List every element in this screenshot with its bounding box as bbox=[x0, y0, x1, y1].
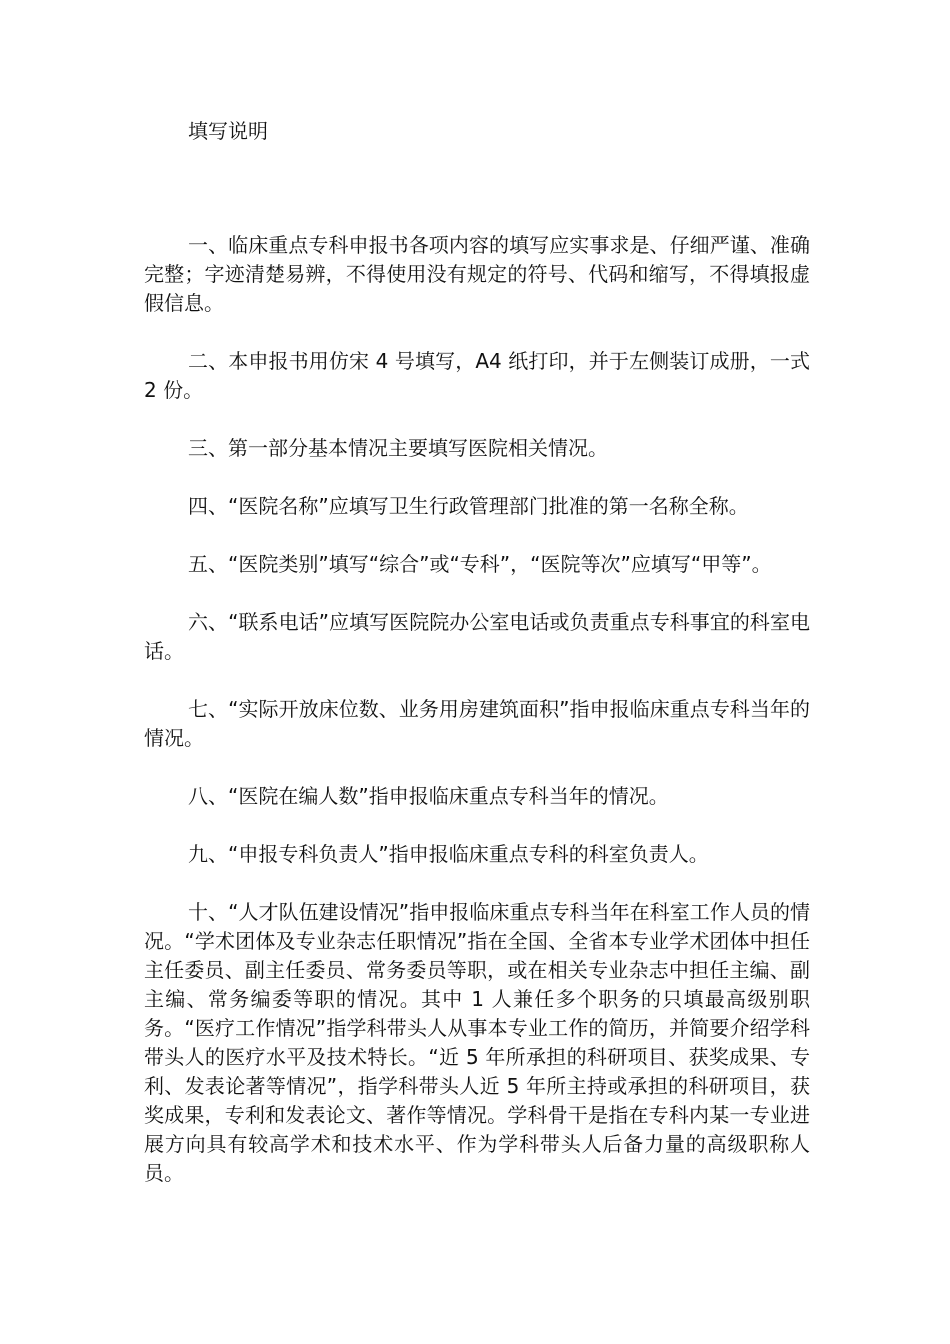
instruction-paragraph-10: 十、“人才队伍建设情况”指申报临床重点专科当年在科室工作人员的情况。“学术团体及专业杂志任职情况”指在全国、全省本专业学术团体中担任主任委员、副主任委员、常务委员等职，或在相关专业杂志中担任主编、副主编、常务编委等职的情况。其中 1 人兼任多个职务的只填最高级别职务。“医疗工作情况”指学科带头人从事本专业工作的简历，并简要介绍学科带头人的医疗水平及技术特长。“近 5 年所承担的科研项目、获奖成果、专利、发表论著等情况”，指学科带头人近 5 年所主持或承担的科研项目，获奖成果，专利和发表论文、著作等情况。学科骨干是指在专科内某一专业进展方向具有较高学术和技术水平、作为学科带头人后备力量的高级职称人员。 bbox=[144, 900, 810, 1185]
instruction-paragraph-6: 六、“联系电话”应填写医院院办公室电话或负责重点专科事宜的科室电话。 bbox=[144, 610, 810, 663]
instructions-body bbox=[144, 231, 810, 1217]
instruction-paragraph-1: 一、临床重点专科申报书各项内容的填写应实事求是、仔细严谨、准确完整；字迹清楚易辨，不得使用没有规定的符号、代码和缩写，不得填报虚假信息。 bbox=[144, 233, 810, 315]
instruction-paragraph-9: 九、“申报专科负责人”指申报临床重点专科的科室负责人。 bbox=[188, 842, 709, 866]
instruction-paragraph-8: 八、“医院在编人数”指申报临床重点专科当年的情况。 bbox=[188, 784, 669, 808]
instruction-paragraph-4: 四、“医院名称”应填写卫生行政管理部门批准的第一名称全称。 bbox=[188, 494, 749, 518]
instruction-paragraph-3: 三、第一部分基本情况主要填写医院相关情况。 bbox=[188, 436, 608, 460]
instruction-paragraph-7: 七、“实际开放床位数、业务用房建筑面积”指申报临床重点专科当年的情况。 bbox=[144, 697, 810, 750]
page-title: 填写说明 bbox=[188, 119, 268, 143]
instruction-paragraph-5: 五、“医院类别”填写“综合”或“专科”，“医院等次”应填写“甲等”。 bbox=[188, 552, 772, 576]
instruction-paragraph-2: 二、本申报书用仿宋 4 号填写，A4 纸打印，并于左侧装订成册，一式 2 份。 bbox=[144, 349, 810, 402]
